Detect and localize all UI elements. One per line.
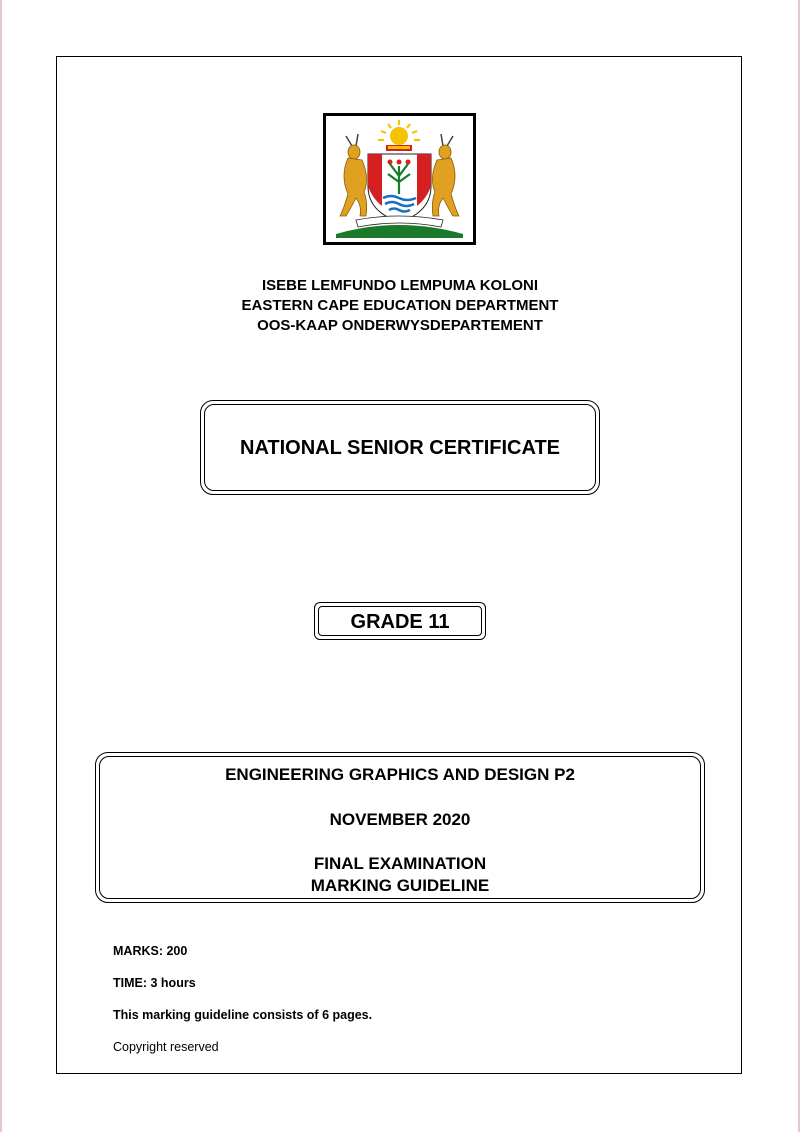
coat-of-arms (323, 113, 476, 245)
marks-label: MARKS: 200 (113, 944, 188, 958)
shield-icon (368, 154, 431, 222)
time-label: TIME: 3 hours (113, 976, 196, 990)
right-antelope-icon (432, 134, 459, 216)
eastern-cape-coat-of-arms-icon (326, 116, 473, 242)
document-type: MARKING GUIDELINE (310, 876, 490, 895)
exam-type: FINAL EXAMINATION (313, 854, 487, 873)
subject-title: ENGINEERING GRAPHICS AND DESIGN P2 (225, 765, 575, 784)
page-edge-left (0, 0, 2, 1132)
copyright-note: Copyright reserved (113, 1040, 219, 1054)
left-antelope-icon (340, 134, 367, 216)
grade-label: GRADE 11 (350, 611, 450, 633)
grade-box (314, 602, 486, 640)
certificate-title: NATIONAL SENIOR CERTIFICATE (240, 437, 560, 459)
pages-note: This marking guideline consists of 6 pages. (113, 1008, 373, 1022)
department-name-afrikaans: OOS-KAAP ONDERWYSDEPARTEMENT (257, 317, 543, 334)
department-name-xhosa: ISEBE LEMFUNDO LEMPUMA KOLONI (261, 277, 539, 294)
subject-box (95, 752, 705, 903)
exam-date: NOVEMBER 2020 (329, 810, 471, 829)
certificate-box (200, 400, 600, 495)
department-name-english: EASTERN CAPE EDUCATION DEPARTMENT (241, 297, 559, 314)
sun-icon (378, 120, 420, 145)
